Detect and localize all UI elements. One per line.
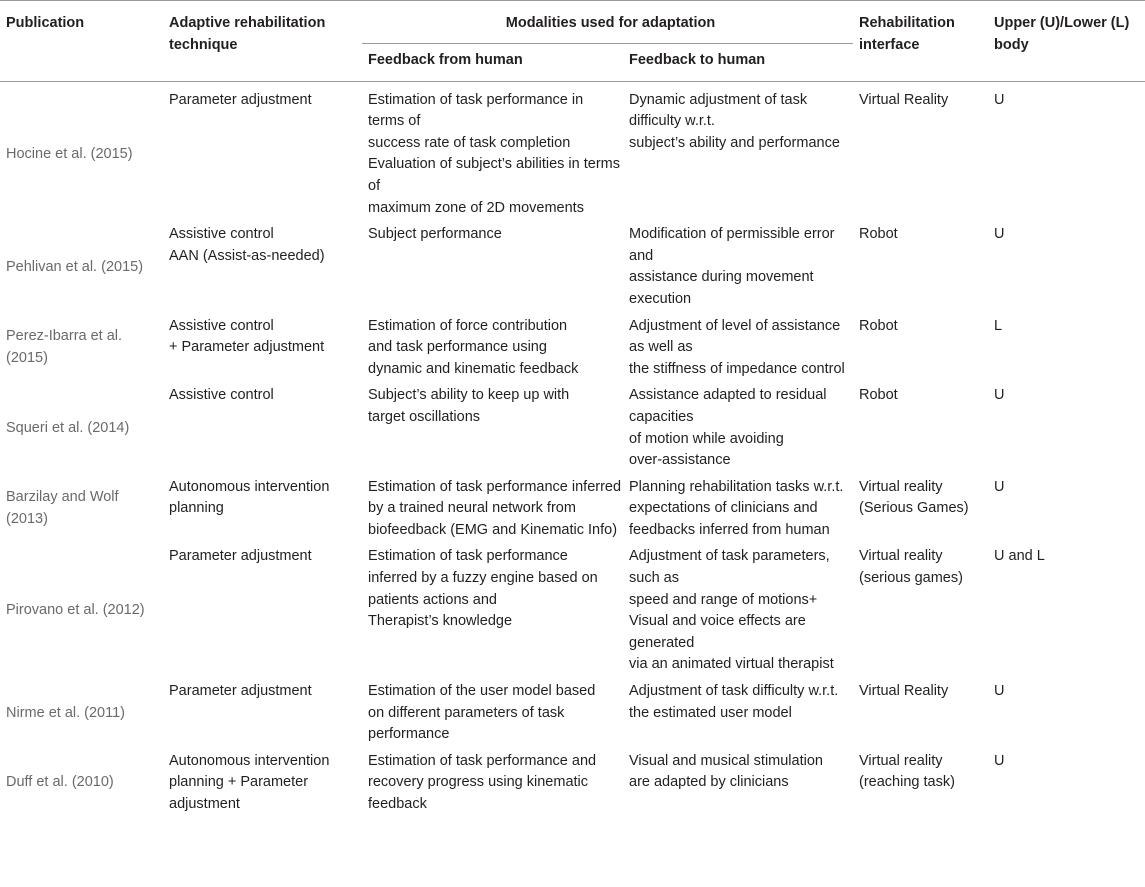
table-row bbox=[0, 543, 1145, 678]
feedback-from-cell bbox=[362, 543, 623, 678]
body-cell: U bbox=[994, 683, 1005, 700]
publication-cell bbox=[0, 221, 163, 312]
publication-citation: Pirovano et al. (2012) bbox=[6, 602, 145, 619]
interface-cell: Virtual reality (Serious Games) bbox=[859, 478, 969, 517]
cell-line: the estimated user model bbox=[629, 704, 792, 721]
body-cell: U bbox=[994, 478, 1005, 495]
table-row bbox=[0, 221, 1145, 312]
cell-line: Planning rehabilitation tasks w.r.t. bbox=[629, 478, 844, 495]
cell-line: Parameter adjustment bbox=[169, 683, 312, 700]
cell-line: feedback bbox=[368, 796, 427, 812]
feedback-from-cell bbox=[362, 678, 623, 748]
cell-line: AAN (Assist-as-needed) bbox=[169, 247, 325, 264]
interface-cell: Virtual Reality bbox=[859, 91, 949, 108]
feedback-from-cell bbox=[362, 313, 623, 383]
feedback-to-cell bbox=[623, 313, 853, 383]
table-body bbox=[0, 81, 1145, 818]
cell-line: dynamic and kinematic feedback bbox=[368, 360, 579, 377]
technique-cell bbox=[163, 221, 362, 312]
feedback-from-cell bbox=[362, 748, 623, 818]
interface-cell: Virtual Reality bbox=[859, 683, 949, 700]
publication-cell bbox=[0, 748, 163, 818]
header-modalities-label: Modalities used for adaptation bbox=[505, 15, 716, 31]
interface-cell: Virtual reality (serious games) bbox=[859, 548, 963, 587]
cell-line: expectations of clinicians and bbox=[629, 500, 818, 517]
feedback-to-cell bbox=[623, 543, 853, 678]
cell-line: Estimation of task performance and bbox=[368, 752, 597, 769]
feedback-to-cell bbox=[623, 382, 853, 473]
feedback-from-cell bbox=[362, 474, 623, 544]
cell-line: over-assistance bbox=[629, 452, 731, 469]
table-row bbox=[0, 313, 1145, 383]
technique-cell bbox=[163, 678, 362, 748]
cell-line: via an animated virtual therapist bbox=[629, 656, 834, 673]
table-row bbox=[0, 81, 1145, 221]
cell-line: Visual and musical stimulation bbox=[629, 752, 823, 769]
publication-cell bbox=[0, 382, 163, 473]
table-row bbox=[0, 382, 1145, 473]
cell-line: Estimation of task performance bbox=[368, 548, 568, 565]
cell-line: performance bbox=[368, 726, 450, 743]
technique-cell bbox=[163, 543, 362, 678]
cell-line: Assistive control bbox=[169, 226, 274, 243]
technique-cell bbox=[163, 474, 362, 544]
cell-line: inferred by a fuzzy engine based on bbox=[368, 570, 598, 587]
cell-line: planning + Parameter bbox=[169, 774, 309, 791]
publication-cell bbox=[0, 474, 163, 544]
cell-line: Autonomous intervention planning bbox=[169, 478, 330, 517]
feedback-to-cell bbox=[623, 474, 853, 544]
feedback-from-cell bbox=[362, 81, 623, 221]
cell-line: success rate of task completion bbox=[368, 134, 571, 151]
cell-line: Estimation of task performance in terms of bbox=[368, 91, 584, 130]
publication-cell bbox=[0, 678, 163, 748]
cell-line: Autonomous intervention bbox=[169, 752, 330, 769]
interface-cell: Robot bbox=[859, 317, 898, 334]
cell-line: Modification of permissible error and bbox=[629, 226, 835, 264]
cell-line: Adjustment of task parameters, such as bbox=[629, 548, 830, 587]
publication-citation: Barzilay and Wolf (2013) bbox=[6, 489, 119, 528]
publication-citation: Duff et al. (2010) bbox=[6, 774, 114, 791]
header-publication: Publication bbox=[0, 1, 163, 82]
cell-line: the stiffness of impedance control bbox=[629, 360, 845, 377]
header-body: Upper (U)/Lower (L) body bbox=[988, 1, 1145, 82]
cell-line: adjustment bbox=[169, 796, 240, 812]
interface-cell: Robot bbox=[859, 226, 898, 243]
cell-line: Subject’s ability to keep up with bbox=[368, 387, 570, 404]
body-cell: U and L bbox=[994, 548, 1045, 565]
cell-line: Therapist’s knowledge bbox=[368, 613, 513, 630]
cell-line: Parameter adjustment bbox=[169, 548, 312, 565]
cell-line: Assistive control bbox=[169, 387, 274, 404]
cell-line: assistance during movement execution bbox=[629, 269, 814, 307]
feedback-from-cell bbox=[362, 382, 623, 473]
body-cell: L bbox=[994, 317, 1003, 334]
technique-cell bbox=[163, 382, 362, 473]
table-row bbox=[0, 748, 1145, 818]
cell-line: feedbacks inferred from human bbox=[629, 521, 830, 538]
publication-citation: Hocine et al. (2015) bbox=[6, 145, 133, 162]
publication-citation: Perez-Ibarra et al. (2015) bbox=[6, 328, 123, 366]
feedback-to-cell bbox=[623, 748, 853, 818]
publication-cell bbox=[0, 543, 163, 678]
cell-line: Assistance adapted to residual capacities bbox=[629, 387, 827, 425]
cell-line: Adjustment of level of assistance as well as bbox=[629, 317, 841, 356]
cell-line: Estimation of force contribution bbox=[368, 317, 568, 334]
table-row bbox=[0, 678, 1145, 748]
publication-citation: Nirme et al. (2011) bbox=[6, 704, 125, 721]
cell-line: Evaluation of subject’s abilities in terms of bbox=[368, 156, 620, 194]
interface-cell: Robot bbox=[859, 387, 898, 404]
publication-citation: Squeri et al. (2014) bbox=[6, 419, 130, 436]
technique-cell bbox=[163, 748, 362, 818]
cell-line: biofeedback (EMG and Kinematic Info) bbox=[368, 521, 618, 538]
feedback-to-cell bbox=[623, 81, 853, 221]
cell-line: patients actions and bbox=[368, 591, 497, 608]
cell-line: speed and range of motions+ bbox=[629, 591, 818, 608]
header-technique: Adaptive rehabilitation technique bbox=[163, 1, 362, 82]
cell-line: Assistive control bbox=[169, 317, 274, 334]
cell-line: and task performance using bbox=[368, 339, 547, 356]
publication-cell bbox=[0, 313, 163, 383]
cell-line: Visual and voice effects are generated bbox=[629, 613, 806, 651]
body-cell: U bbox=[994, 387, 1005, 404]
cell-line: Dynamic adjustment of task difficulty w.r.t. bbox=[629, 91, 808, 130]
cell-line: Subject performance bbox=[368, 226, 502, 243]
body-cell: U bbox=[994, 752, 1005, 769]
cell-line: target oscillations bbox=[368, 408, 481, 425]
header-feedback-to: Feedback to human bbox=[623, 43, 853, 81]
publication-cell bbox=[0, 81, 163, 221]
cell-line: Adjustment of task difficulty w.r.t. bbox=[629, 683, 839, 700]
cell-line: Estimation of task performance inferred bbox=[368, 478, 622, 495]
table-row bbox=[0, 474, 1145, 544]
technique-cell bbox=[163, 313, 362, 383]
cell-line: on different parameters of task bbox=[368, 704, 565, 721]
publication-citation: Pehlivan et al. (2015) bbox=[6, 258, 144, 275]
cell-line: maximum zone of 2D movements bbox=[368, 199, 584, 216]
header-feedback-from: Feedback from human bbox=[362, 43, 623, 81]
cell-line: are adapted by clinicians bbox=[629, 774, 789, 791]
interface-cell: Virtual reality (reaching task) bbox=[859, 752, 955, 791]
cell-line: recovery progress using kinematic bbox=[368, 774, 589, 791]
feedback-from-cell bbox=[362, 221, 623, 312]
cell-line: of motion while avoiding bbox=[629, 430, 784, 447]
technique-cell bbox=[163, 81, 362, 221]
feedback-to-cell bbox=[623, 678, 853, 748]
cell-line: + Parameter adjustment bbox=[169, 339, 325, 356]
feedback-to-cell bbox=[623, 221, 853, 312]
body-cell: U bbox=[994, 91, 1005, 108]
cell-line: by a trained neural network from bbox=[368, 500, 576, 517]
header-interface: Rehabilitation interface bbox=[853, 1, 988, 82]
cell-line: Parameter adjustment bbox=[169, 91, 312, 108]
header-modalities bbox=[362, 1, 853, 44]
cell-line: subject’s ability and performance bbox=[629, 134, 840, 151]
body-cell: U bbox=[994, 226, 1005, 243]
cell-line: Estimation of the user model based bbox=[368, 683, 596, 700]
